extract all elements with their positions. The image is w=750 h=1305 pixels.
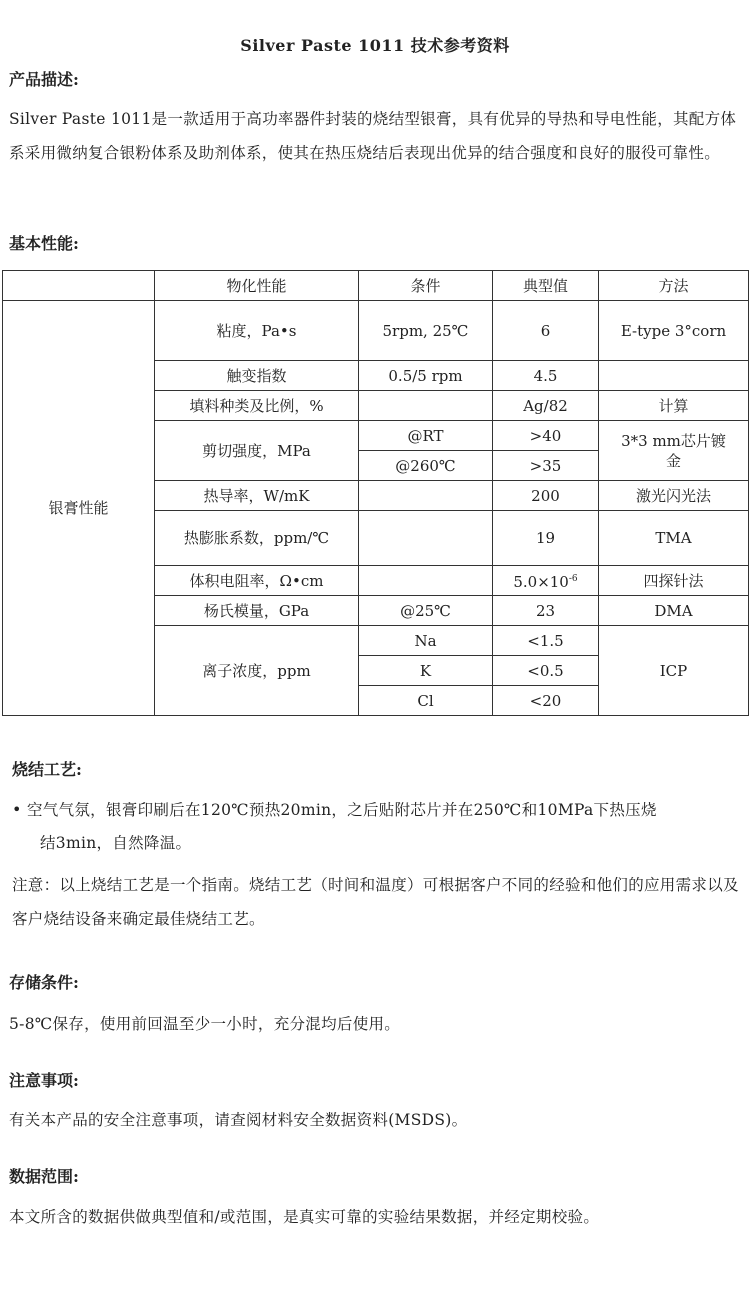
prop-resistivity: 体积电阻率，Ω•cm (155, 566, 359, 596)
cond-thermal (359, 481, 493, 511)
header-typical-value: 典型值 (493, 271, 599, 301)
cond-viscosity: 5rpm, 25℃ (359, 301, 493, 361)
method-filler: 计算 (599, 391, 749, 421)
value-modulus: 23 (493, 596, 599, 626)
cond-ion-na: Na (359, 626, 493, 656)
header-empty-cell (3, 271, 155, 301)
method-cte: TMA (599, 511, 749, 566)
method-modulus: DMA (599, 596, 749, 626)
value-shear-rt: >40 (493, 421, 599, 451)
value-resistivity (493, 566, 599, 596)
properties-table (2, 270, 749, 716)
header-method: 方法 (599, 271, 749, 301)
sintering-note: 注意：以上烧结工艺是一个指南。烧结工艺（时间和温度）可根据客户不同的经验和他们的应用需求以及客户烧结设备来确定最佳烧结工艺。 (12, 876, 739, 928)
prop-viscosity: 粘度，Pa•s (155, 301, 359, 361)
value-ion-cl: <20 (493, 686, 599, 716)
cond-ion-cl: Cl (359, 686, 493, 716)
prop-ion: 离子浓度，ppm (155, 626, 359, 716)
description-heading: 产品描述: (9, 70, 79, 89)
prop-modulus: 杨氏模量，GPa (155, 596, 359, 626)
cond-shear-260: @260℃ (359, 451, 493, 481)
prop-thixotropy: 触变指数 (155, 361, 359, 391)
storage-heading: 存储条件: (9, 973, 79, 992)
method-viscosity: E-type 3°corn (599, 301, 749, 361)
method-ion: ICP (599, 626, 749, 716)
header-condition: 条件 (359, 271, 493, 301)
prop-cte: 热膨胀系数，ppm/℃ (155, 511, 359, 566)
value-shear-260: >35 (493, 451, 599, 481)
sintering-line-2: 结3min，自然降温。 (40, 834, 192, 852)
value-thixotropy: 4.5 (493, 361, 599, 391)
cond-modulus: @25℃ (359, 596, 493, 626)
prop-shear: 剪切强度，MPa (155, 421, 359, 481)
cond-filler (359, 391, 493, 421)
performance-heading: 基本性能: (9, 234, 79, 253)
data-range-text: 本文所含的数据供做典型值和/或范围，是真实可靠的实验结果数据，并经定期校验。 (9, 1208, 600, 1226)
method-shear: 3*3 mm芯片镀金 (599, 421, 749, 481)
value-viscosity: 6 (493, 301, 599, 361)
document-title: Silver Paste 1011 技术参考资料 (240, 36, 510, 55)
cond-ion-k: K (359, 656, 493, 686)
value-resistivity-base: 5.0×10 (513, 573, 569, 591)
data-range-heading: 数据范围: (9, 1167, 79, 1186)
prop-filler: 填料种类及比例，% (155, 391, 359, 421)
table-header-row (3, 271, 749, 301)
sintering-heading: 烧结工艺: (12, 760, 82, 779)
value-cte: 19 (493, 511, 599, 566)
value-ion-na: <1.5 (493, 626, 599, 656)
storage-text: 5-8℃保存，使用前回温至少一小时，充分混均后使用。 (9, 1015, 401, 1033)
sintering-bullet (12, 793, 742, 827)
value-resistivity-exponent: -6 (568, 574, 578, 584)
caution-text: 有关本产品的安全注意事项，请查阅材料安全数据资料(MSDS)。 (9, 1111, 468, 1129)
method-resistivity: 四探针法 (599, 566, 749, 596)
cond-thixotropy: 0.5/5 rpm (359, 361, 493, 391)
header-property: 物化性能 (155, 271, 359, 301)
bullet-dot: • (12, 800, 22, 819)
cond-cte (359, 511, 493, 566)
sintering-line-1: 空气气氛，银膏印刷后在120℃预热20min，之后贴附芯片并在250℃和10MPa下热压烧 (26, 801, 657, 819)
value-filler: Ag/82 (493, 391, 599, 421)
method-thixotropy (599, 361, 749, 391)
description-text: Silver Paste 1011是一款适用于高功率器件封装的烧结型银膏，具有优异的导热和导电性能，其配方体系采用微纳复合银粉体系及助剂体系，使其在热压烧结后表现出优异的结合强度和良好的服役可靠性。 (9, 110, 737, 162)
cond-resistivity (359, 566, 493, 596)
table-row (3, 301, 749, 361)
value-ion-k: <0.5 (493, 656, 599, 686)
method-thermal: 激光闪光法 (599, 481, 749, 511)
value-thermal: 200 (493, 481, 599, 511)
prop-thermal: 热导率，W/mK (155, 481, 359, 511)
cond-shear-rt: @RT (359, 421, 493, 451)
group-label: 银膏性能 (3, 301, 155, 716)
caution-heading: 注意事项: (9, 1071, 79, 1090)
